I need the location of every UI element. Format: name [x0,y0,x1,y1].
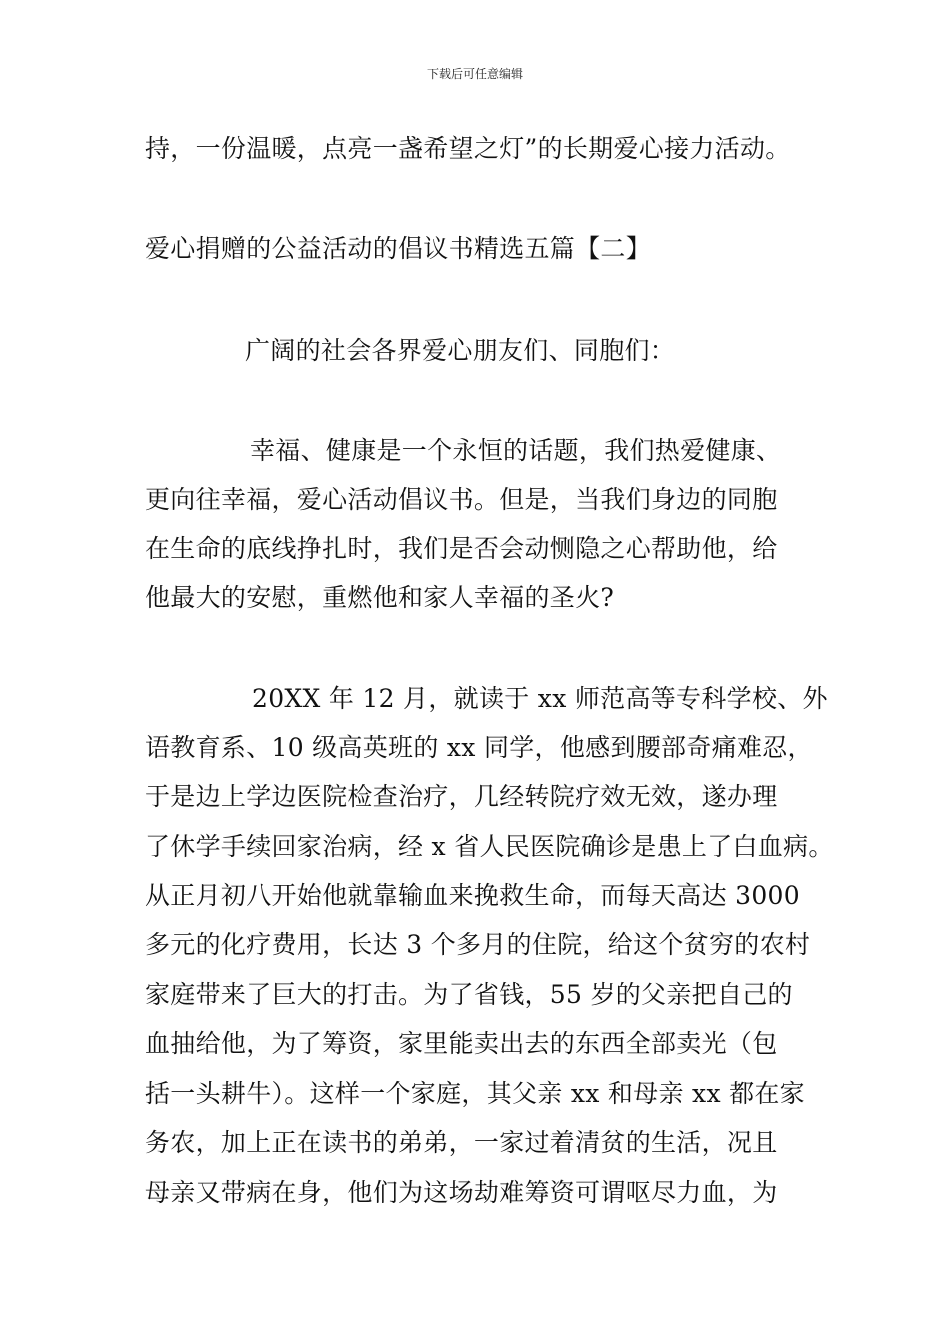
body-line-9: 语教育系、10 级高英班的 xx 同学，他感到腰部奇痛难忍， [145,733,813,762]
body-line-5: 更向往幸福，爱心活动倡议书。但是，当我们身边的同胞 [145,485,778,514]
body-line-11: 了休学手续回家治病，经 x 省人民医院确诊是患上了白血病。 [145,832,834,861]
body-line-18: 母亲又带病在身，他们为这场劫难筹资可谓呕尽力血，为 [145,1178,778,1207]
page-header-note: 下载后可任意编辑 [426,67,523,81]
body-line-4: 幸福、健康是一个永恒的话题，我们热爱健康、 [250,436,782,465]
body-line-10: 于是边上学边医院检查治疗，几经转院疗效无效，遂办理 [145,782,778,811]
section-heading: 爱心捐赠的公益活动的倡议书精选五篇【二】 [145,234,652,263]
body-line-1: 持，一份温暖，点亮一盏希望之灯”的长期爱心接力活动。 [145,134,791,163]
body-line-16: 括一头耕牛）。这样一个家庭，其父亲 xx 和母亲 xx 都在家 [145,1079,805,1108]
body-line-7: 他最大的安慰，重燃他和家人幸福的圣火? [145,583,615,612]
body-line-13: 多元的化疗费用，长达 3 个多月的住院，给这个贫穷的农村 [145,930,811,959]
salutation: 广阔的社会各界爱心朋友们、同胞们： [245,336,676,365]
body-line-17: 务农，加上正在读书的弟弟，一家过着清贫的生活，况且 [145,1128,778,1157]
body-line-12: 从正月初八开始他就靠输血来挽救生命，而每天高达 3000 [145,881,800,910]
body-line-14: 家庭带来了巨大的打击。为了省钱，55 岁的父亲把自己的 [145,980,793,1009]
body-line-6: 在生命的底线挣扎时，我们是否会动恻隐之心帮助他，给 [145,534,778,563]
body-line-8: 20XX 年 12 月，就读于 xx 师范高等专科学校、外 [252,684,828,713]
body-line-15: 血抽给他，为了筹资，家里能卖出去的东西全部卖光（包 [145,1029,778,1058]
